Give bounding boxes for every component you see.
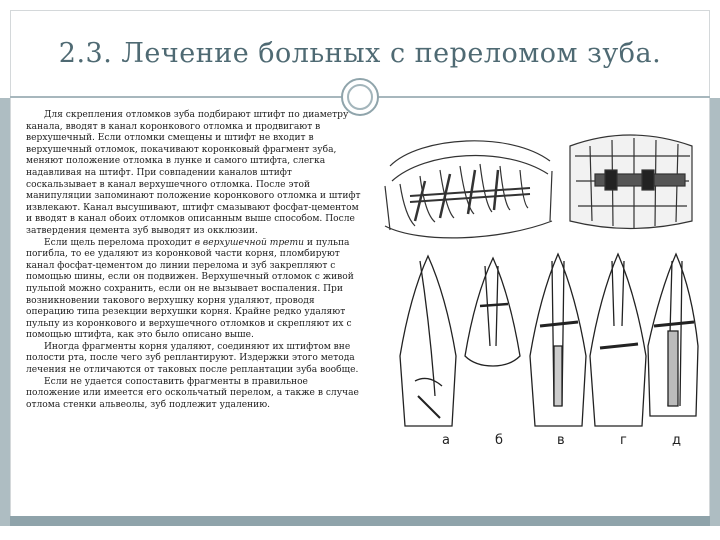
tooth-a: [400, 256, 456, 426]
label-g: г: [620, 433, 627, 448]
paragraph-2: Если щель перелома проходит в верхушечной трети и пульпа погибла, то ее удаляют из коронковой части корня, пломбируют канал фосфат-цементом до линии перелома и зуб закрепляют с помощью шины, если он подвижен. Верхушечный отломок с живой пульпой можно сохранить, если он не вызывает воспаления. При возникновении такового верхушку корня удаляют, проводя операцию типа резекции верхушки корня. Крайне редко удаляют пульпу из коронкового и верхушечного отломков и скрепляют их с помощью штифта, как это было описано выше.: [26, 237, 354, 341]
bottom-band: [10, 516, 710, 526]
label-a: а: [442, 433, 450, 448]
tooth-fracture-figure: [380, 126, 700, 456]
right-band: [710, 98, 720, 526]
label-v: в: [557, 433, 565, 448]
emphasis-apical-third: в верхушечной трети: [194, 237, 305, 248]
left-band: [0, 98, 10, 526]
teeth-diagrams: [400, 254, 698, 426]
label-d: д: [672, 433, 681, 448]
paragraph-4: Если не удается сопоставить фрагменты в правильное положение или имеется его оскольчатый перелом, а также в случае отлома стенки альвеолы, зуб подлежит удалению.: [26, 376, 359, 410]
label-b: б: [495, 433, 504, 448]
tooth-d: [648, 254, 698, 416]
body-text: [26, 110, 362, 411]
dental-arch-splint-image: [385, 141, 552, 238]
jaw-model-splint-image: [570, 135, 692, 229]
tooth-v: [530, 254, 586, 426]
paragraph-1: Для скрепления отломков зуба подбирают штифт по диаметру канала, вводят в канал коронкового отломка и продвигают в верхушечный. Если отломки смещены и штифт не входит в верхушечный отломок, покачивают коронковый фрагмент зуба, меняют положение отломка в лунке и самого штифта, слегка надавливая на штифт. При совпадении каналов штифт соскальзывает в канал верхушечного отломка. После этой манипуляции запоминают положение коронкового отломка и штифт извлекают. Канал высушивают, штифт смазывают фосфат-цементом и вводят в канал обоих отломков описанным выше способом. После затвердения цемента зуб выводят из окклюзии.: [26, 110, 361, 236]
paragraph-3: Иногда фрагменты корня удаляют, соединяют их штифтом вне полости рта, после чего зуб реплантируют. Издержки этого метода лечения не отличаются от таковых после реплантации зуба вообще.: [26, 341, 359, 376]
slide-title: 2.3. Лечение больных с переломом зуба.: [58, 38, 662, 69]
tooth-b: [465, 258, 520, 366]
tooth-g: [590, 254, 646, 426]
